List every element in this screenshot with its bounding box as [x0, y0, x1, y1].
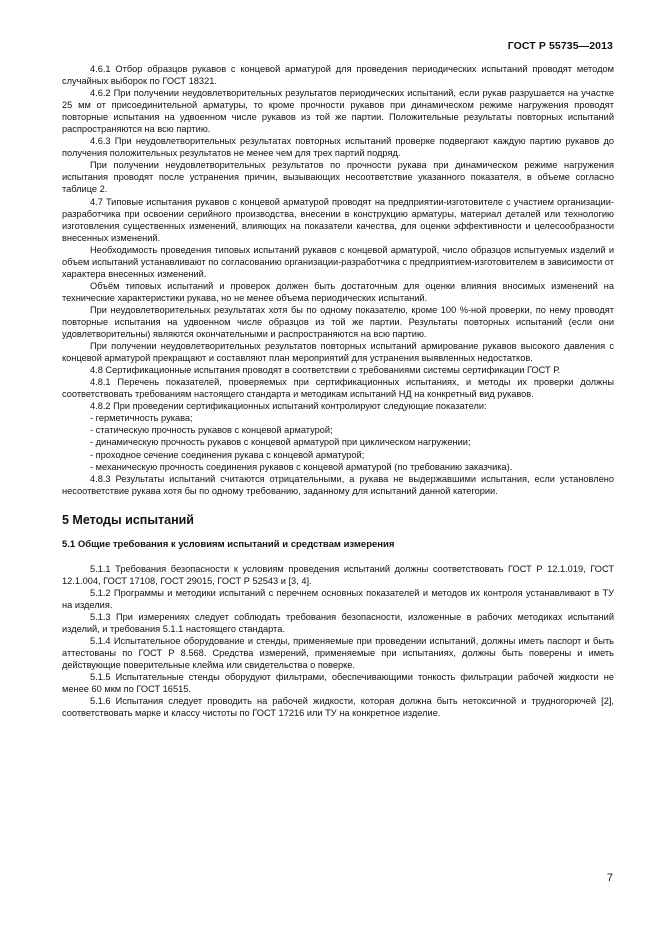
paragraph: 4.6.3 При неудовлетворительных результатах повторных испытаний проверке подвергают каждую партию рукавов до получения положительных результатов не менее чем для трех партий подряд. [62, 136, 614, 159]
document-body [62, 63, 614, 719]
paragraph: 5.1.3 При измерениях следует соблюдать требования безопасности, изложенные в рабочих методиках испытаний изделий, и требования 5.1.1 настоящего стандарта. [62, 611, 614, 634]
paragraph: 4.6.1 Отбор образцов рукавов с концевой арматурой для проведения периодических испытаний проводят методом случайных выборок по ГОСТ 18321. [62, 64, 614, 87]
paragraph: Необходимость проведения типовых испытаний рукавов с концевой арматурой, число образцов испытуемых изделий и объем испытаний устанавливают по согласованию организации-разработчика с предприятием-изготовителем в зависимости от характера внесенных изменений. [62, 244, 614, 279]
paragraph: 4.8.1 Перечень показателей, проверяемых при сертификационных испытаниях, и методы их проверки должны соответствовать требованиям настоящего стандарта и методикам испытаний НД на конкретный вид рукавов. [62, 377, 614, 400]
paragraph: При получении неудовлетворительных результатов повторных испытаний армирование рукавов высокого давления с концевой арматурой прекращают и составляют план мероприятий для устранения выявленных недостатков. [62, 341, 614, 364]
paragraph: 4.8 Сертификационные испытания проводят в соответствии с требованиями системы сертификации ГОСТ Р. [90, 365, 561, 376]
section-heading: 5 Методы испытаний [62, 512, 194, 527]
paragraph: 5.1.1 Требования безопасности к условиям проведения испытаний должны соответствовать ГОСТ Р 12.1.019, ГОСТ 12.1.004, ГОСТ 17108, ГОСТ 29015, ГОСТ Р 52543 и [3, 4]. [62, 563, 614, 586]
list-item: - механическую прочность соединения рукавов с концевой арматурой (по требованию заказчика). [90, 461, 513, 472]
document-header: ГОСТ Р 55735—2013 [507, 40, 613, 52]
list-item: - герметичность рукава; [90, 413, 193, 424]
paragraph: При получении неудовлетворительных результатов по прочности рукава при динамическом режиме нагружения испытания проводят после устранения причин, вызывающих несоответствие указанного показателя, в объеме согласно таблице 2. [62, 160, 614, 195]
paragraph: Объём типовых испытаний и проверок должен быть достаточным для оценки влияния вносимых изменений на технические характеристики рукава, но не менее объема периодических испытаний. [62, 280, 614, 303]
paragraph: 5.1.6 Испытания следует проводить на рабочей жидкости, которая должна быть нетоксичной и трудногорючей [2], соответствовать марке и классу чистоты по ГОСТ 17216 или ТУ на конкретное изделие. [62, 696, 614, 719]
paragraph: 5.1.4 Испытательное оборудование и стенды, применяемые при проведении испытаний, должны иметь паспорт и быть аттестованы по ГОСТ Р 8.568. Средства измерений, применяемые при испытаниях, должны быть поверены и иметь действующие поверительные клейма или свидетельства о поверке. [62, 635, 614, 671]
list-item: - проходное сечение соединения рукава с концевой арматурой; [90, 449, 365, 460]
paragraph: При неудовлетворительных результатах хотя бы по одному показателю, кроме 100 %-ной проверки, по нему проводят повторные испытания на удвоенном числе образцов из той же партии. Результаты повторных испытаний (если они удовлетворительны) являются окончательными и распространяются на всю партию. [62, 304, 614, 340]
paragraph: 4.7 Типовые испытания рукавов с концевой арматурой проводят на предприятии-изготовителе с участием организации-разработчика при освоении серийного производства, внесении в конструкцию арматуры, материал деталей или технологию изготовления существенных изменений, влияющих на показатели качества, для оценки эффективности и целесообразности внесенных изменений. [62, 196, 614, 243]
subsection-heading: 5.1 Общие требования к условиям испытаний и средствам измерения [62, 538, 395, 550]
paragraph: 5.1.2 Программы и методики испытаний с перечнем основных показателей и методов их контроля устанавливают в ТУ на изделия. [62, 587, 614, 610]
paragraph: 4.8.2 При проведении сертификационных испытаний контролируют следующие показатели: [90, 401, 487, 412]
page-number: 7 [606, 872, 613, 884]
paragraph: 5.1.5 Испытательные стенды оборудуют фильтрами, обеспечивающими тонкость фильтрации рабочей жидкости не менее 60 мкм по ГОСТ 16515. [62, 672, 614, 695]
paragraph: 4.6.2 При получении неудовлетворительных результатов периодических испытаний, если рукав разрушается на участке 25 мм от присоединительной арматуры, то кроме прочности рукавов при динамическом режиме нагружения проводят повторные испытания на удвоенном числе рукавов из той же партии. Положительные результаты повторных испытаний распространяются на всю партию. [62, 88, 614, 135]
paragraph: 4.8.3 Результаты испытаний считаются отрицательными, а рукава не выдержавшими испытания, если установлено несоответствие рукава хотя бы по одному требованию, заданному для испытаний данной категории. [62, 473, 614, 496]
list-item: - динамическую прочность рукавов с концевой арматурой при циклическом нагружении; [90, 437, 471, 448]
list-item: - статическую прочность рукавов с концевой арматурой; [90, 425, 333, 436]
